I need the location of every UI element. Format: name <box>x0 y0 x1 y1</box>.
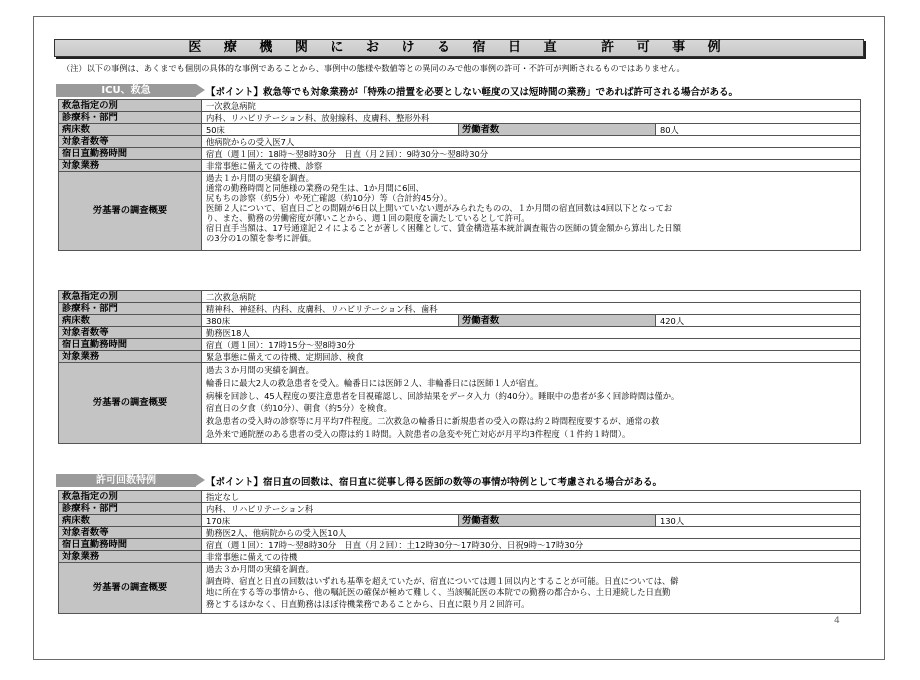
section-label-special: 許可回数特例 <box>56 474 196 487</box>
case-table-1 <box>58 99 861 251</box>
table-row <box>59 327 861 339</box>
row-label: 対象業務 <box>59 160 202 172</box>
table-row <box>59 539 861 551</box>
designation-value: 二次救急病院 <box>202 291 861 303</box>
table-row <box>59 515 861 527</box>
survey-value <box>202 172 861 251</box>
table-row <box>59 563 861 614</box>
row-label: 対象者数等 <box>59 327 202 339</box>
survey-line: 過去３か月間の実績を調査。 <box>206 365 314 375</box>
table-row <box>59 172 861 251</box>
row-label: 対象業務 <box>59 551 202 563</box>
title-banner <box>54 39 864 57</box>
workers-value: 80人 <box>656 124 861 136</box>
row-label: 対象者数等 <box>59 136 202 148</box>
table-row <box>59 363 861 444</box>
workers-value: 130人 <box>656 515 861 527</box>
survey-line: 宿直日の夕食（約10分）、朝食（約5分）を検食。 <box>206 403 392 414</box>
target-count-value: 勤務医2人、他病院からの受入医10人 <box>202 527 861 539</box>
duty-hours-value: 宿直（週１回）：18時～翌8時30分 日直（月２回）：9時30分～翌8時30分 <box>202 148 861 160</box>
survey-line: 務とするほかなく、日直勤務はほぼ待機業務であることから、日直に限り月２回許可。 <box>206 598 530 609</box>
table-row <box>59 291 861 303</box>
row-label: 病床数 <box>59 515 202 527</box>
survey-line: 過去１か月間の実績を調査。 <box>206 173 314 183</box>
table-row <box>59 491 861 503</box>
table-row <box>59 315 861 327</box>
row-label: 救急指定の別 <box>59 291 202 303</box>
row-label: 病床数 <box>59 315 202 327</box>
target-work-value: 緊急事態に備えての待機、定期回診、検食 <box>202 351 861 363</box>
row-label: 宿日直勤務時間 <box>59 148 202 160</box>
disclaimer-note: （注）以下の事例は、あくまでも個別の具体的な事例であることから、事例中の態様や数値等との異同のみで他の事例の許可・不許可が判断されるものではありません。 <box>62 63 685 73</box>
survey-line: 輪番日に最大2人の救急患者を受入。輪番日には医師２人、非輪番日には医師１人が宿直。 <box>206 377 544 388</box>
target-count-value: 勤務医18人 <box>202 327 861 339</box>
row-label: 労働者数 <box>459 515 656 527</box>
table-row <box>59 124 861 136</box>
case-table-3 <box>58 490 861 614</box>
section-point-special: 【ポイント】宿日直の回数は、宿日直に従事し得る医師の数等の事情が特例として考慮される場合がある。 <box>206 477 663 488</box>
row-label: 労基署の調査概要 <box>59 172 202 251</box>
row-label: 診療科・部門 <box>59 112 202 124</box>
section-label-icu: ICU、救急 <box>56 84 196 97</box>
survey-value <box>202 563 861 614</box>
table-row <box>59 303 861 315</box>
case-table-2 <box>58 290 861 444</box>
designation-value: 指定なし <box>202 491 861 503</box>
row-label: 対象者数等 <box>59 527 202 539</box>
row-label: 救急指定の別 <box>59 491 202 503</box>
table-row <box>59 148 861 160</box>
beds-value: 50床 <box>202 124 459 136</box>
row-label: 宿日直勤務時間 <box>59 539 202 551</box>
department-value: 内科、リハビリテーション科 <box>202 503 861 515</box>
row-label: 労働者数 <box>459 315 656 327</box>
department-value: 精神科、神経科、内科、皮膚科、リハビリテーション科、歯科 <box>202 303 861 315</box>
table-row <box>59 503 861 515</box>
target-count-value: 他病院からの受入医7人 <box>202 136 861 148</box>
survey-line: 医師２人について、宿直日ごとの間隔が6日以上開いていない週がみられたものの、１か月間の宿直回数は4回以下となってお <box>206 203 673 213</box>
section-point-icu: 【ポイント】救急等でも対象業務が「特殊の措置を必要としない軽度の又は短時間の業務」であれば許可される場合がある。 <box>206 87 739 98</box>
survey-line: 通常の勤務時間と同態様の業務の発生は、1か月間に6回、 <box>206 183 424 193</box>
row-label: 労働者数 <box>459 124 656 136</box>
page-number: 4 <box>834 616 840 626</box>
table-row <box>59 551 861 563</box>
survey-line: り、また、勤務の労働密度が薄いことから、週１回の限度を満たしているとして許可。 <box>206 213 530 223</box>
survey-line: 過去３か月間の実績を調査。 <box>206 564 314 574</box>
row-label: 労基署の調査概要 <box>59 363 202 444</box>
row-label: 労基署の調査概要 <box>59 563 202 614</box>
survey-line: の3分の1の額を参考に評価。 <box>206 233 317 243</box>
survey-line: 調査時、宿直と日直の回数はいずれも基準を超えていたが、宿直については週１回以内とすることが可能。日直については、僻 <box>206 575 679 586</box>
table-row <box>59 136 861 148</box>
target-work-value: 非常事態に備えての待機 <box>202 551 861 563</box>
survey-line: 救急患者の受入時の診察等に月平均7件程度。二次救急の輪番日に新規患者の受入の際は約２時間程度要するが、通常の救 <box>206 416 660 427</box>
table-row <box>59 100 861 112</box>
table-row <box>59 160 861 172</box>
survey-line: 地に所在する等の事情から、他の嘱託医の確保が極めて難しく、当該嘱託医の本院での勤務の都合から、土日連続した日直勤 <box>206 587 671 597</box>
page-title: 医 療 機 関 に お け る 宿 日 直 許 可 事 例 <box>188 40 730 55</box>
beds-value: 380床 <box>202 315 459 327</box>
beds-value: 170床 <box>202 515 459 527</box>
row-label: 病床数 <box>59 124 202 136</box>
target-work-value: 非常事態に備えての待機、診察 <box>202 160 861 172</box>
table-row <box>59 112 861 124</box>
row-label: 対象業務 <box>59 351 202 363</box>
duty-hours-value: 宿直（週１回）：17時15分～翌8時30分 <box>202 339 861 351</box>
designation-value: 一次救急病院 <box>202 100 861 112</box>
survey-line: 宿日直手当額は、17号通達記２イによることが著しく困難として、賃金構造基本統計調査報告の医師の賃金額から算出した日額 <box>206 223 682 233</box>
table-row <box>59 351 861 363</box>
row-label: 救急指定の別 <box>59 100 202 112</box>
survey-line: 尻もちの診察（約5分）や死亡確認（約10分）等（合計約45分）。 <box>206 193 453 203</box>
row-label: 宿日直勤務時間 <box>59 339 202 351</box>
table-row <box>59 527 861 539</box>
table-row <box>59 339 861 351</box>
survey-value <box>202 363 861 444</box>
survey-line: 急外来で通院歴のある患者の受入の際は約１時間。入院患者の急変や死亡対応が月平均3件程度（１件約１時間）。 <box>206 428 631 439</box>
row-label: 診療科・部門 <box>59 503 202 515</box>
workers-value: 420人 <box>656 315 861 327</box>
duty-hours-value: 宿直（週１回）：17時～翌8時30分 日直（月２回）：土12時30分～17時30分、日祝9時～17時30分 <box>202 539 861 551</box>
row-label: 診療科・部門 <box>59 303 202 315</box>
department-value: 内科、リハビリテーション科、放射線科、皮膚科、整形外科 <box>202 112 861 124</box>
survey-line: 病棟を回診し、45人程度の要注意患者を目視確認し、回診結果をデータ入力（約40分）。睡眠中の患者が多く回診時間は僅か。 <box>206 390 680 401</box>
